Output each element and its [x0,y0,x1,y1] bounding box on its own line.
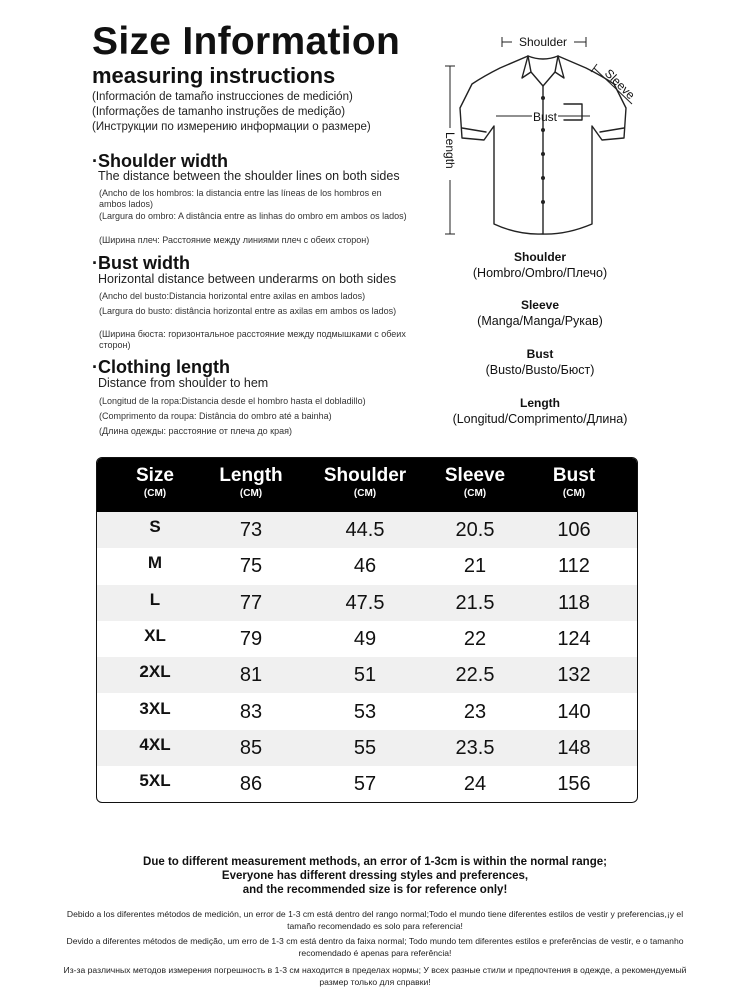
cell-bust: 140 [557,700,591,723]
cell-sleeve: 21.5 [455,591,495,614]
col-size-unit: (CM) [143,488,167,499]
clothing-length-note-pt: (Comprimento da roupa: Distância do ombro até a bainha) [99,411,332,421]
legend-bust [440,347,640,377]
col-shoulder-unit: (CM) [353,488,377,499]
cell-shoulder: 51 [353,664,377,687]
col-sleeve-unit: (CM) [463,488,487,499]
page-title: Size Information [92,20,401,63]
col-size [101,465,209,500]
notice-line-1: Due to different measurement methods, an error of 1-3cm is within the normal range; [143,856,607,868]
col-bust-unit: (CM) [562,488,586,499]
size-table-header [97,458,637,512]
subtitle-translation-pt: (Informações de tamanho instruções de medição) [92,106,346,118]
legend-translation: (Busto/Busto/Бюст) [485,363,595,377]
page-subtitle: measuring instructions [92,63,336,88]
legend-translation: (Longitud/Comprimento/Длина) [452,412,628,426]
table-row [97,512,637,548]
cell-shoulder: 44.5 [345,519,385,541]
notice-line-2: Everyone has different dressing styles and preferences, [221,870,529,882]
bust-width-heading: ·Bust width [92,253,190,273]
cell-length: 85 [239,736,263,759]
shirt-measurement-diagram [436,28,650,246]
size-table [96,457,638,803]
col-shoulder [311,465,419,500]
cell-bust: 148 [557,736,591,759]
col-sleeve-label: Sleeve [444,465,506,486]
cell-bust: 112 [558,555,590,578]
subtitle-translation-es: (Información de tamaño instrucciones de medición) [92,91,353,103]
bust-width-note-ru: (Ширина бюста: горизонтальное расстояние между подмышками с обеих сторон) [99,329,406,350]
cell-length: 81 [239,664,263,687]
col-length-label: Length [219,465,283,486]
cell-bust: 124 [557,627,591,650]
legend-sleeve [440,298,640,328]
notice-fine-es: Debido a los diferentes métodos de medición, un error de 1-3 cm está dentro del rango normal;Todo el mundo tiene diferentes estilos de vestir y preferencias,¡y el tamaño recomendado es solo para referencia! [66,909,684,931]
clothing-length-heading: ·Clothing length [92,357,230,377]
cell-shoulder: 46 [353,555,377,578]
diagram-sleeve-label: Sleeve [601,66,638,103]
shoulder-width-heading: ·Shoulder width [92,151,228,171]
col-length [197,465,305,500]
cell-size: M [147,553,163,573]
cell-shoulder: 55 [353,736,377,759]
diagram-bust-label: Bust [532,110,558,124]
table-row [97,657,637,693]
bust-width-note-es: (Ancho del busto:Distancia horizontal entre axilas en ambos lados) [99,291,366,301]
cell-length: 73 [239,519,263,541]
shoulder-width-description: The distance between the shoulder lines on both sides [98,169,400,183]
bust-width-note-pt: (Largura do busto: distância horizontal entre as axilas em ambos os lados) [99,306,397,316]
legend-term: Bust [526,347,554,361]
col-bust-label: Bust [552,465,596,486]
table-row [97,766,637,802]
cell-size: S [149,517,161,536]
shirt-collar [528,56,558,86]
col-sleeve [421,465,529,500]
notice-line-3: and the recommended size is for reference only! [242,884,508,896]
cell-shoulder: 49 [353,627,377,650]
cell-sleeve: 22.5 [455,664,495,687]
cell-length: 75 [239,555,263,578]
cell-length: 83 [239,700,263,723]
legend-translation: (Hombro/Ombro/Плечо) [472,266,608,280]
table-row [97,730,637,766]
cell-sleeve: 20.5 [455,519,495,541]
shoulder-width-note-ru: (Ширина плеч: Расстояние между линиями плеч с обеих сторон) [99,235,370,245]
shoulder-width-note-es: (Ancho de los hombros: la distancia entre las líneas de los hombros en ambos lados) [99,188,382,209]
col-length-unit: (CM) [239,488,263,499]
legend-term: Length [520,396,560,410]
notice-fine-pt: Devido a diferentes métodos de medição, um erro de 1-3 cm está dentro da faixa normal; Todo mundo tem diferentes estilos e preferências de vestir, e o tamanho recomendado é apenas para referência! [66,936,684,958]
cell-length: 77 [239,591,263,614]
cell-size: XL [144,625,166,645]
legend-shoulder [440,250,640,280]
clothing-length-note-ru: (Длина одежды: расстояние от плеча до края) [99,426,292,436]
legend-length [440,396,640,426]
table-row [97,585,637,621]
cell-size: 5XL [139,771,171,791]
cell-sleeve: 22 [463,627,487,650]
cell-shoulder: 47.5 [345,591,385,614]
col-bust [520,465,628,500]
cell-bust: 156 [557,773,591,796]
cell-size: L [149,589,161,609]
cell-bust: 106 [557,519,591,541]
clothing-length-description: Distance from shoulder to hem [98,376,269,390]
cell-size: 3XL [139,698,171,718]
col-size-label: Size [135,465,175,486]
legend-translation: (Manga/Manga/Рукав) [477,314,603,328]
cell-length: 79 [239,627,263,650]
bust-width-description: Horizontal distance between underarms on both sides [98,272,397,286]
cell-size: 4XL [139,734,171,754]
table-row [97,694,637,730]
cell-size: 2XL [139,662,171,682]
table-row [97,621,637,657]
diagram-length-label: Length [443,132,457,169]
cell-bust: 118 [558,591,590,614]
cell-shoulder: 57 [353,773,377,796]
clothing-length-note-es: (Longitud de la ropa:Distancia desde el hombro hasta el dobladillo) [99,396,366,406]
subtitle-translation-ru: (Инструкции по измерению информации о размере) [92,121,371,133]
cell-sleeve: 23.5 [455,736,495,759]
cell-sleeve: 23 [463,700,487,723]
legend-term: Sleeve [520,298,560,312]
cell-length: 86 [239,773,263,796]
cell-sleeve: 21 [463,555,487,578]
notice-fine-ru: Из-за различных методов измерения погрешность в 1-3 см находится в пределах нормы; У всех разные стили и предпочтения в одежде, а рекомендуемый размер только для справки! [63,965,687,987]
legend-term: Shoulder [513,250,566,264]
col-shoulder-label: Shoulder [323,465,407,486]
shoulder-width-note-pt: (Largura do ombro: A distância entre as linhas do ombro em ambos os lados) [99,211,407,221]
cell-shoulder: 53 [353,700,377,723]
cell-sleeve: 24 [463,773,487,796]
cell-bust: 132 [557,664,591,687]
table-row [97,548,637,584]
diagram-shoulder-label: Shoulder [518,35,568,49]
